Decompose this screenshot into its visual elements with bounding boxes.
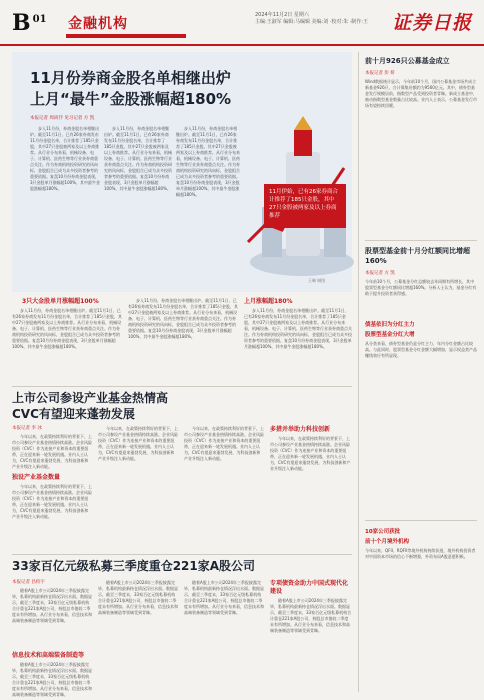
- side-story-3: [365, 526, 477, 688]
- story3-body-col1: 随着A股上市公司2024年三季报披露完毕，私募机构最新持仓情况浮出水面。数据显示，截至三季度末，33家百亿元级私募机构合计重仓221家A股公司，持股总市值较二季度末有所增加。从行业分布来看，信息技术和高端装备制造等领域受到青睐。: [12, 588, 92, 623]
- lead-headline: 11月份券商金股名单相继出炉 上月“最牛”金股涨幅超180%: [30, 69, 232, 108]
- newspaper-logo: 证券日报: [392, 12, 473, 34]
- side-column: [358, 52, 476, 692]
- side-story-1-headline: 前十月926只公募基金成立: [365, 57, 450, 65]
- lead-body-col5: 步入11月份，券商金股名单相继出炉。截至11月1日，已有26家券商发布11月份金股名单，合计推荐了185只金股，其中27只金股被两家及以上券商推荐。从行业分布来看，机械设备、电子、计算机、医药生物等行业获券商重点关注。作为券商机构投资研究的风向标，金股组合已成为众多投资者参考的重要依据。复盘10月份券商金股表现，3只金股单月涨幅超100%，其中最牛金股涨幅超180%。: [128, 298, 238, 339]
- lead-byline: 本报记者 周尚伃 见习记者 方 凯: [30, 116, 95, 121]
- side-story-2-body: 今年前10个月，公募基金分红总额较去年同期有所增长，其中股票型基金分红额同比增超160%。分析人士认为，基金分红有助于提升投资者获得感。: [365, 279, 477, 296]
- editor-credits: 主编:王淑军 编辑:马编辑 美编:刘 ·校对:朱 ·制作:王: [255, 19, 368, 25]
- story2-body-col1: 今年以来，在政策持续利好的背景下，上市公司参设产业基金热情持续高涨。企业风险投资（CVC）作为连接产业和资本的重要纽带，正在迎来新一轮发展机遇。业内人士认为，CVC有望迎来蓬勃发展，为科技创新和产业升级注入新动能。: [12, 434, 92, 469]
- lead-body-col1: 步入11月份，券商金股名单相继出炉。截至11月1日，已有26家券商发布11月份金股名单，合计推荐了185只金股，其中27只金股被两家及以上券商推荐。从行业分布来看，机械设备、电子、计算机、医药生物等行业获券商重点关注。作为券商机构投资研究的风向标，金股组合已成为众多投资者参考的重要依据。复盘10月份券商金股表现，3只金股单月涨幅超100%，其中最牛金股涨幅超180%。: [30, 126, 100, 191]
- lead-subhead-2: 上月涨幅超180%: [244, 298, 293, 305]
- story3-body-col1b: 随着A股上市公司2024年三季报披露完毕，私募机构最新持仓情况浮出水面。数据显示，截至三季度末，33家百亿元级私募机构合计重仓221家A股公司，持股总市值较二季度末有所增加。从行业分布来看，信息技术和高端装备制造等领域受到青睐。: [12, 662, 92, 697]
- graphic-credit: 王琳 制图: [308, 278, 326, 283]
- story2-body-col4: 今年以来，在政策持续利好的背景下，上市公司参设产业基金热情持续高涨。企业风险投资（CVC）作为连接产业和资本的重要纽带，正在迎来新一轮发展机遇。业内人士认为，CVC有望迎来蓬勃发展，为科技创新和产业升级注入新动能。: [270, 436, 351, 471]
- story3-byline: 本报记者 昌校宇: [12, 580, 45, 585]
- lead-callout: 11月伊始，已有26家券商合计推荐了185只金股，其中27只金股被两家及以上券商推荐: [264, 184, 346, 228]
- story2-headline: 上市公司参设产业基金热情高 CVC有望迎来蓬勃发展: [12, 391, 169, 421]
- side-story-3-subhead: 10家公司获批: [365, 529, 401, 535]
- lead-story-banner: [12, 52, 352, 292]
- section-underline: [66, 34, 186, 38]
- divider: [12, 386, 352, 387]
- story3-body-col4: 随着A股上市公司2024年三季报披露完毕，私募机构最新持仓情况浮出水面。数据显示，截至三季度末，33家百亿元级私募机构合计重仓221家A股公司，持股总市值较二季度末有所增加。从行业分布来看，信息技术和高端装备制造等领域受到青睐。: [270, 598, 352, 633]
- story2-body-col2: 今年以来，在政策持续利好的背景下，上市公司参设产业基金热情持续高涨。企业风险投资（CVC）作为连接产业和资本的重要纽带，正在迎来新一轮发展机遇。业内人士认为，CVC有望迎来蓬勃发展，为科技创新和产业升级注入新动能。: [98, 426, 178, 461]
- divider: [365, 240, 477, 241]
- story3-subhead: 信息技术和高端装备制造等: [12, 652, 85, 659]
- story3-body-col3: 随着A股上市公司2024年三季报披露完毕，私募机构最新持仓情况浮出水面。数据显示，截至三季度末，33家百亿元级私募机构合计重仓221家A股公司，持股总市值较二季度末有所增加。从行业分布来看，信息技术和高端装备制造等领域受到青睐。: [184, 580, 264, 615]
- divider: [365, 520, 477, 521]
- side-story-1: [365, 56, 477, 219]
- side-story-2-subhead-b: 股票型基金分红大增: [365, 332, 415, 338]
- side-story-3-body: 今年以来，QFII、RQFII等境外机构持续获批，境外机构投资者对中国资本市场的信心不断增强，外资布局A股意愿积极。: [365, 548, 476, 559]
- side-story-2: [365, 246, 477, 511]
- story2-subhead: 独设产业基金数量: [12, 474, 61, 481]
- story2-body-col3: 今年以来，在政策持续利好的背景下，上市公司参设产业基金热情持续高涨。企业风险投资（CVC）作为连接产业和资本的重要纽带，正在迎来新一轮发展机遇。业内人士认为，CVC有望迎来蓬勃发展，为科技创新和产业升级注入新动能。: [184, 426, 264, 461]
- side-story-3-subhead-b: 前十个月境外机构: [365, 539, 410, 545]
- lead-body-col4: 步入11月份，券商金股名单相继出炉。截至11月1日，已有26家券商发布11月份金股名单，合计推荐了185只金股，其中27只金股被两家及以上券商推荐。从行业分布来看，机械设备、电子、计算机、医药生物等行业获券商重点关注。作为券商机构投资研究的风向标，金股组合已成为众多投资者参考的重要依据。复盘10月份券商金股表现，3只金股单月涨幅超100%，其中最牛金股涨幅超180%。: [12, 308, 122, 349]
- story2-subhead-2: 多措并举助力科技创新: [270, 426, 331, 433]
- side-story-2-body-b: 从分类来看，债券型基金仍是分红主力，年内分红金额占比较高。与此同时，股票型基金分红金额大幅增加，显示权益类产品赚钱效应有所显现。: [365, 341, 477, 358]
- side-story-2-byline: 本报记者 方 凯: [365, 271, 395, 276]
- main-column: [12, 52, 352, 697]
- lead-body-col6: 步入11月份，券商金股名单相继出炉。截至11月1日，已有26家券商发布11月份金股名单，合计推荐了185只金股，其中27只金股被两家及以上券商推荐。从行业分布来看，机械设备、电子、计算机、医药生物等行业获券商重点关注。作为券商机构投资研究的风向标，金股组合已成为众多投资者参考的重要依据。复盘10月份券商金股表现，3只金股单月涨幅超100%，其中最牛金股涨幅超180%。: [244, 308, 352, 349]
- issue-date: 2024年11月2日 星期六: [255, 12, 309, 18]
- story3-body-col2: 随着A股上市公司2024年三季报披露完毕，私募机构最新持仓情况浮出水面。数据显示，截至三季度末，33家百亿元级私募机构合计重仓221家A股公司，持股总市值较二季度末有所增加。从行业分布来看，信息技术和高端装备制造等领域受到青睐。: [98, 580, 178, 615]
- lead-subhead: 3只大金股单月涨幅超100%: [22, 298, 99, 305]
- masthead: [0, 0, 484, 46]
- divider: [12, 554, 352, 555]
- lead-body-col3: 步入11月份，券商金股名单相继出炉。截至11月1日，已有26家券商发布11月份金股名单，合计推荐了185只金股，其中27只金股被两家及以上券商推荐。从行业分布来看，机械设备、电子、计算机、医药生物等行业获券商重点关注。作为券商机构投资研究的风向标，金股组合已成为众多投资者参考的重要依据。复盘10月份券商金股表现，3只金股单月涨幅超100%，其中最牛金股涨幅超180%。: [176, 126, 240, 197]
- side-story-1-body: Wind数据统计显示，今年前10个月，国内公募基金市场共成立新基金926只，合计募集份额约为9560亿元。其中，债券型基金发行规模居前，指数型产品受到投资者青睐。新成立基金中，被动指数型基金数量占比较高。业内人士表示，公募基金发行市场有望持续回暖。: [365, 79, 477, 108]
- side-story-2-headline: 股票型基金前十月分红额同比增超160%: [365, 247, 470, 265]
- page-number: B $^{01}$: [12, 10, 47, 36]
- story2-body-col1b: 今年以来，在政策持续利好的背景下，上市公司参设产业基金热情持续高涨。企业风险投资（CVC）作为连接产业和资本的重要纽带，正在迎来新一轮发展机遇。业内人士认为，CVC有望迎来蓬勃发展，为科技创新和产业升级注入新动能。: [12, 484, 92, 519]
- side-story-1-byline: 本报记者 彭 妍: [365, 71, 395, 76]
- story2-byline: 本报记者 李 冰: [12, 426, 42, 431]
- lead-body-col2: 步入11月份，券商金股名单相继出炉。截至11月1日，已有26家券商发布11月份金股名单，合计推荐了185只金股，其中27只金股被两家及以上券商推荐。从行业分布来看，机械设备、电子、计算机、医药生物等行业获券商重点关注。作为券商机构投资研究的风向标，金股组合已成为众多投资者参考的重要依据。复盘10月份券商金股表现，3只金股单月涨幅超100%，其中最牛金股涨幅超180%。: [104, 126, 172, 191]
- story3-subhead-2: 专项债资金助力中国式现代化建设: [270, 580, 349, 595]
- story3-headline: 33家百亿元级私募三季度重仓221家A股公司: [12, 559, 256, 573]
- side-story-2-subhead: 债基依旧为分红主力: [365, 322, 415, 328]
- issue-info: [255, 12, 375, 26]
- section-name: 金融机构: [68, 16, 128, 32]
